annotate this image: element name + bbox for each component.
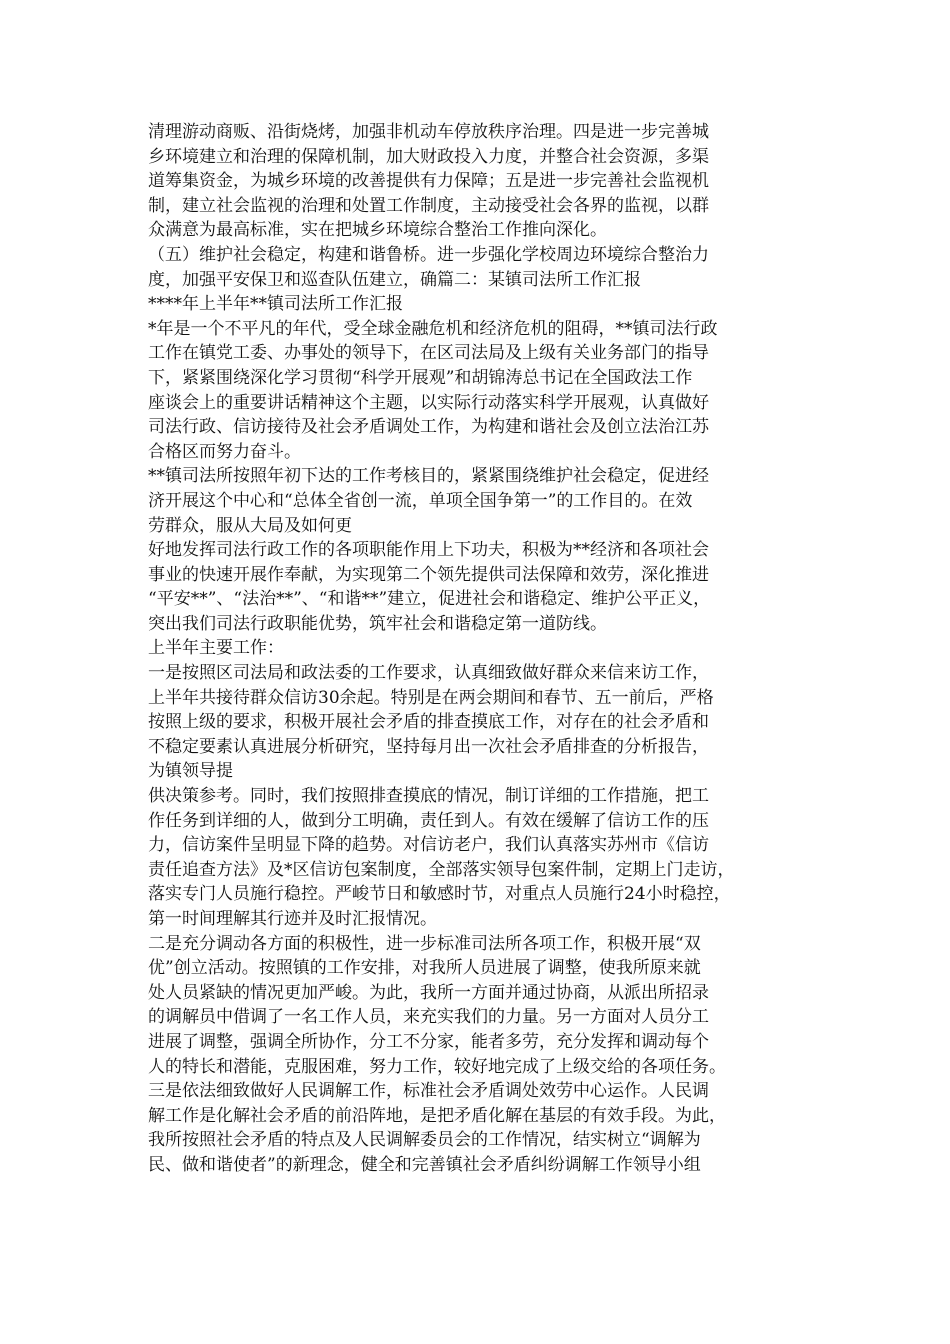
text-line: 度，加强平安保卫和巡查队伍建立，确篇二：某镇司法所工作汇报	[148, 269, 641, 290]
text-line: 突出我们司法行政职能优势，筑牢社会和谐稳定第一道防线。	[148, 613, 607, 634]
paragraph	[148, 932, 816, 1080]
text-line: 按照上级的要求，积极开展社会矛盾的排查摸底工作，对存在的社会矛盾和	[148, 712, 709, 733]
text-line: 解工作是化解社会矛盾的前沿阵地，是把矛盾化解在基层的有效手段。为此，	[148, 1105, 726, 1126]
paragraph	[148, 538, 816, 636]
text-line: 道筹集资金，为城乡环境的改善提供有力保障；五是进一步完善社会监视机	[148, 171, 709, 192]
text-line: 劳群众，服从大局及如何更	[148, 515, 352, 536]
text-line: “平安**”、“法治**”、“和谐**”建立，促进社会和谐稳定、维护公平正义，	[148, 589, 711, 610]
text-line: 作任务到详细的人，做到分工明确，责任到人。有效在缓解了信访工作的压	[148, 810, 709, 831]
text-line: 供决策参考。同时，我们按照排查摸底的情况，制订详细的工作措施，把工	[148, 786, 709, 807]
text-line: 上半年主要工作：	[148, 638, 284, 659]
text-line: 不稳定要素认真进展分析研究，坚持每月出一次社会矛盾排查的分析报告，	[148, 736, 709, 757]
text-line: 我所按照社会矛盾的特点及人民调解委员会的工作情况，结实树立“调解为	[148, 1130, 701, 1151]
text-line: 进展了调整，强调全所协作，分工不分家，能者多劳，充分发挥和调动每个	[148, 1031, 709, 1052]
paragraph	[148, 243, 816, 292]
text-line: ****年上半年**镇司法所工作汇报	[148, 294, 403, 315]
text-line: *年是一个不平凡的年代，受全球金融危机和经济危机的阻碍，**镇司法行政	[148, 318, 718, 339]
text-line: 济开展这个中心和“总体全省创一流，单项全国争第一”的工作目的。在效	[148, 490, 693, 511]
text-line: 民、做和谐使者”的新理念，健全和完善镇社会矛盾纠纷调解工作领导小组	[148, 1154, 701, 1175]
text-line: 优”创立活动。按照镇的工作安排，对我所人员进展了调整，使我所原来就	[148, 958, 701, 979]
paragraph	[148, 292, 816, 317]
text-line: 三是依法细致做好人民调解工作，标准社会矛盾调处效劳中心运作。人民调	[148, 1081, 709, 1102]
document-page	[148, 120, 816, 1178]
text-line: 一是按照区司法局和政法委的工作要求，认真细致做好群众来信来访工作，	[148, 663, 709, 684]
paragraph	[148, 464, 816, 538]
text-line: 事业的快速开展作奉献，为实现第二个领先提供司法保障和效劳，深化推进	[148, 564, 709, 585]
text-line: 工作在镇党工委、办事处的领导下，在区司法局及上级有关业务部门的指导	[148, 343, 709, 364]
text-line: 制，建立社会监视的治理和处置工作制度，主动接受社会各界的监视，以群	[148, 195, 709, 216]
text-line: 责任追查方法》及*区信访包案制度，全部落实领导包案件制，定期上门走访，	[148, 859, 735, 880]
paragraph	[148, 317, 816, 465]
paragraph	[148, 1079, 816, 1177]
text-line: 为镇领导提	[148, 761, 233, 782]
paragraph	[148, 784, 816, 932]
text-line: 处人员紧缺的情况更加严峻。为此，我所一方面并通过协商，从派出所招录	[148, 982, 709, 1003]
text-line: 合格区而努力奋斗。	[148, 441, 301, 462]
text-line: 清理游动商贩、沿街烧烤，加强非机动车停放秩序治理。四是进一步完善城	[148, 122, 709, 142]
text-line: 下，紧紧围绕深化学习贯彻“科学开展观”和胡锦涛总书记在全国政法工作	[148, 367, 693, 388]
text-line: 落实专门人员施行稳控。严峻节日和敏感时节，对重点人员施行24小时稳控，	[148, 884, 731, 905]
text-line: 第一时间理解其行迹并及时汇报情况。	[148, 909, 437, 929]
text-line: 好地发挥司法行政工作的各项职能作用上下功夫，积极为**经济和各项社会	[148, 540, 709, 561]
text-line: **镇司法所按照年初下达的工作考核目的，紧紧围绕维护社会稳定，促进经	[148, 466, 709, 487]
paragraph	[148, 661, 816, 784]
text-line: （五）维护社会稳定，构建和谐鲁桥。进一步强化学校周边环境综合整治力	[148, 244, 709, 265]
text-line: 力，信访案件呈明显下降的趋势。对信访老户，我们认真落实苏州市《信访	[148, 835, 709, 856]
paragraph	[148, 636, 816, 661]
text-line: 人的特长和潜能，克服困难，努力工作，较好地完成了上级交给的各项任务。	[148, 1056, 726, 1077]
text-line: 司法行政、信访接待及社会矛盾调处工作，为构建和谐社会及创立法治江苏	[148, 417, 709, 438]
text-line: 众满意为最高标准，实在把城乡环境综合整治工作推向深化。	[148, 220, 607, 241]
text-line: 的调解员中借调了一名工作人员，来充实我们的力量。另一方面对人员分工	[148, 1007, 709, 1028]
text-line: 乡环境建立和治理的保障机制，加大财政投入力度，并整合社会资源，多渠	[148, 146, 709, 167]
text-line: 座谈会上的重要讲话精神这个主题，以实际行动落实科学开展观，认真做好	[148, 392, 709, 413]
text-line: 上半年共接待群众信访30余起。特别是在两会期间和春节、五一前后，严格	[148, 687, 714, 708]
paragraph	[148, 120, 816, 243]
text-line: 二是充分调动各方面的积极性，进一步标准司法所各项工作，积极开展“双	[148, 933, 701, 954]
